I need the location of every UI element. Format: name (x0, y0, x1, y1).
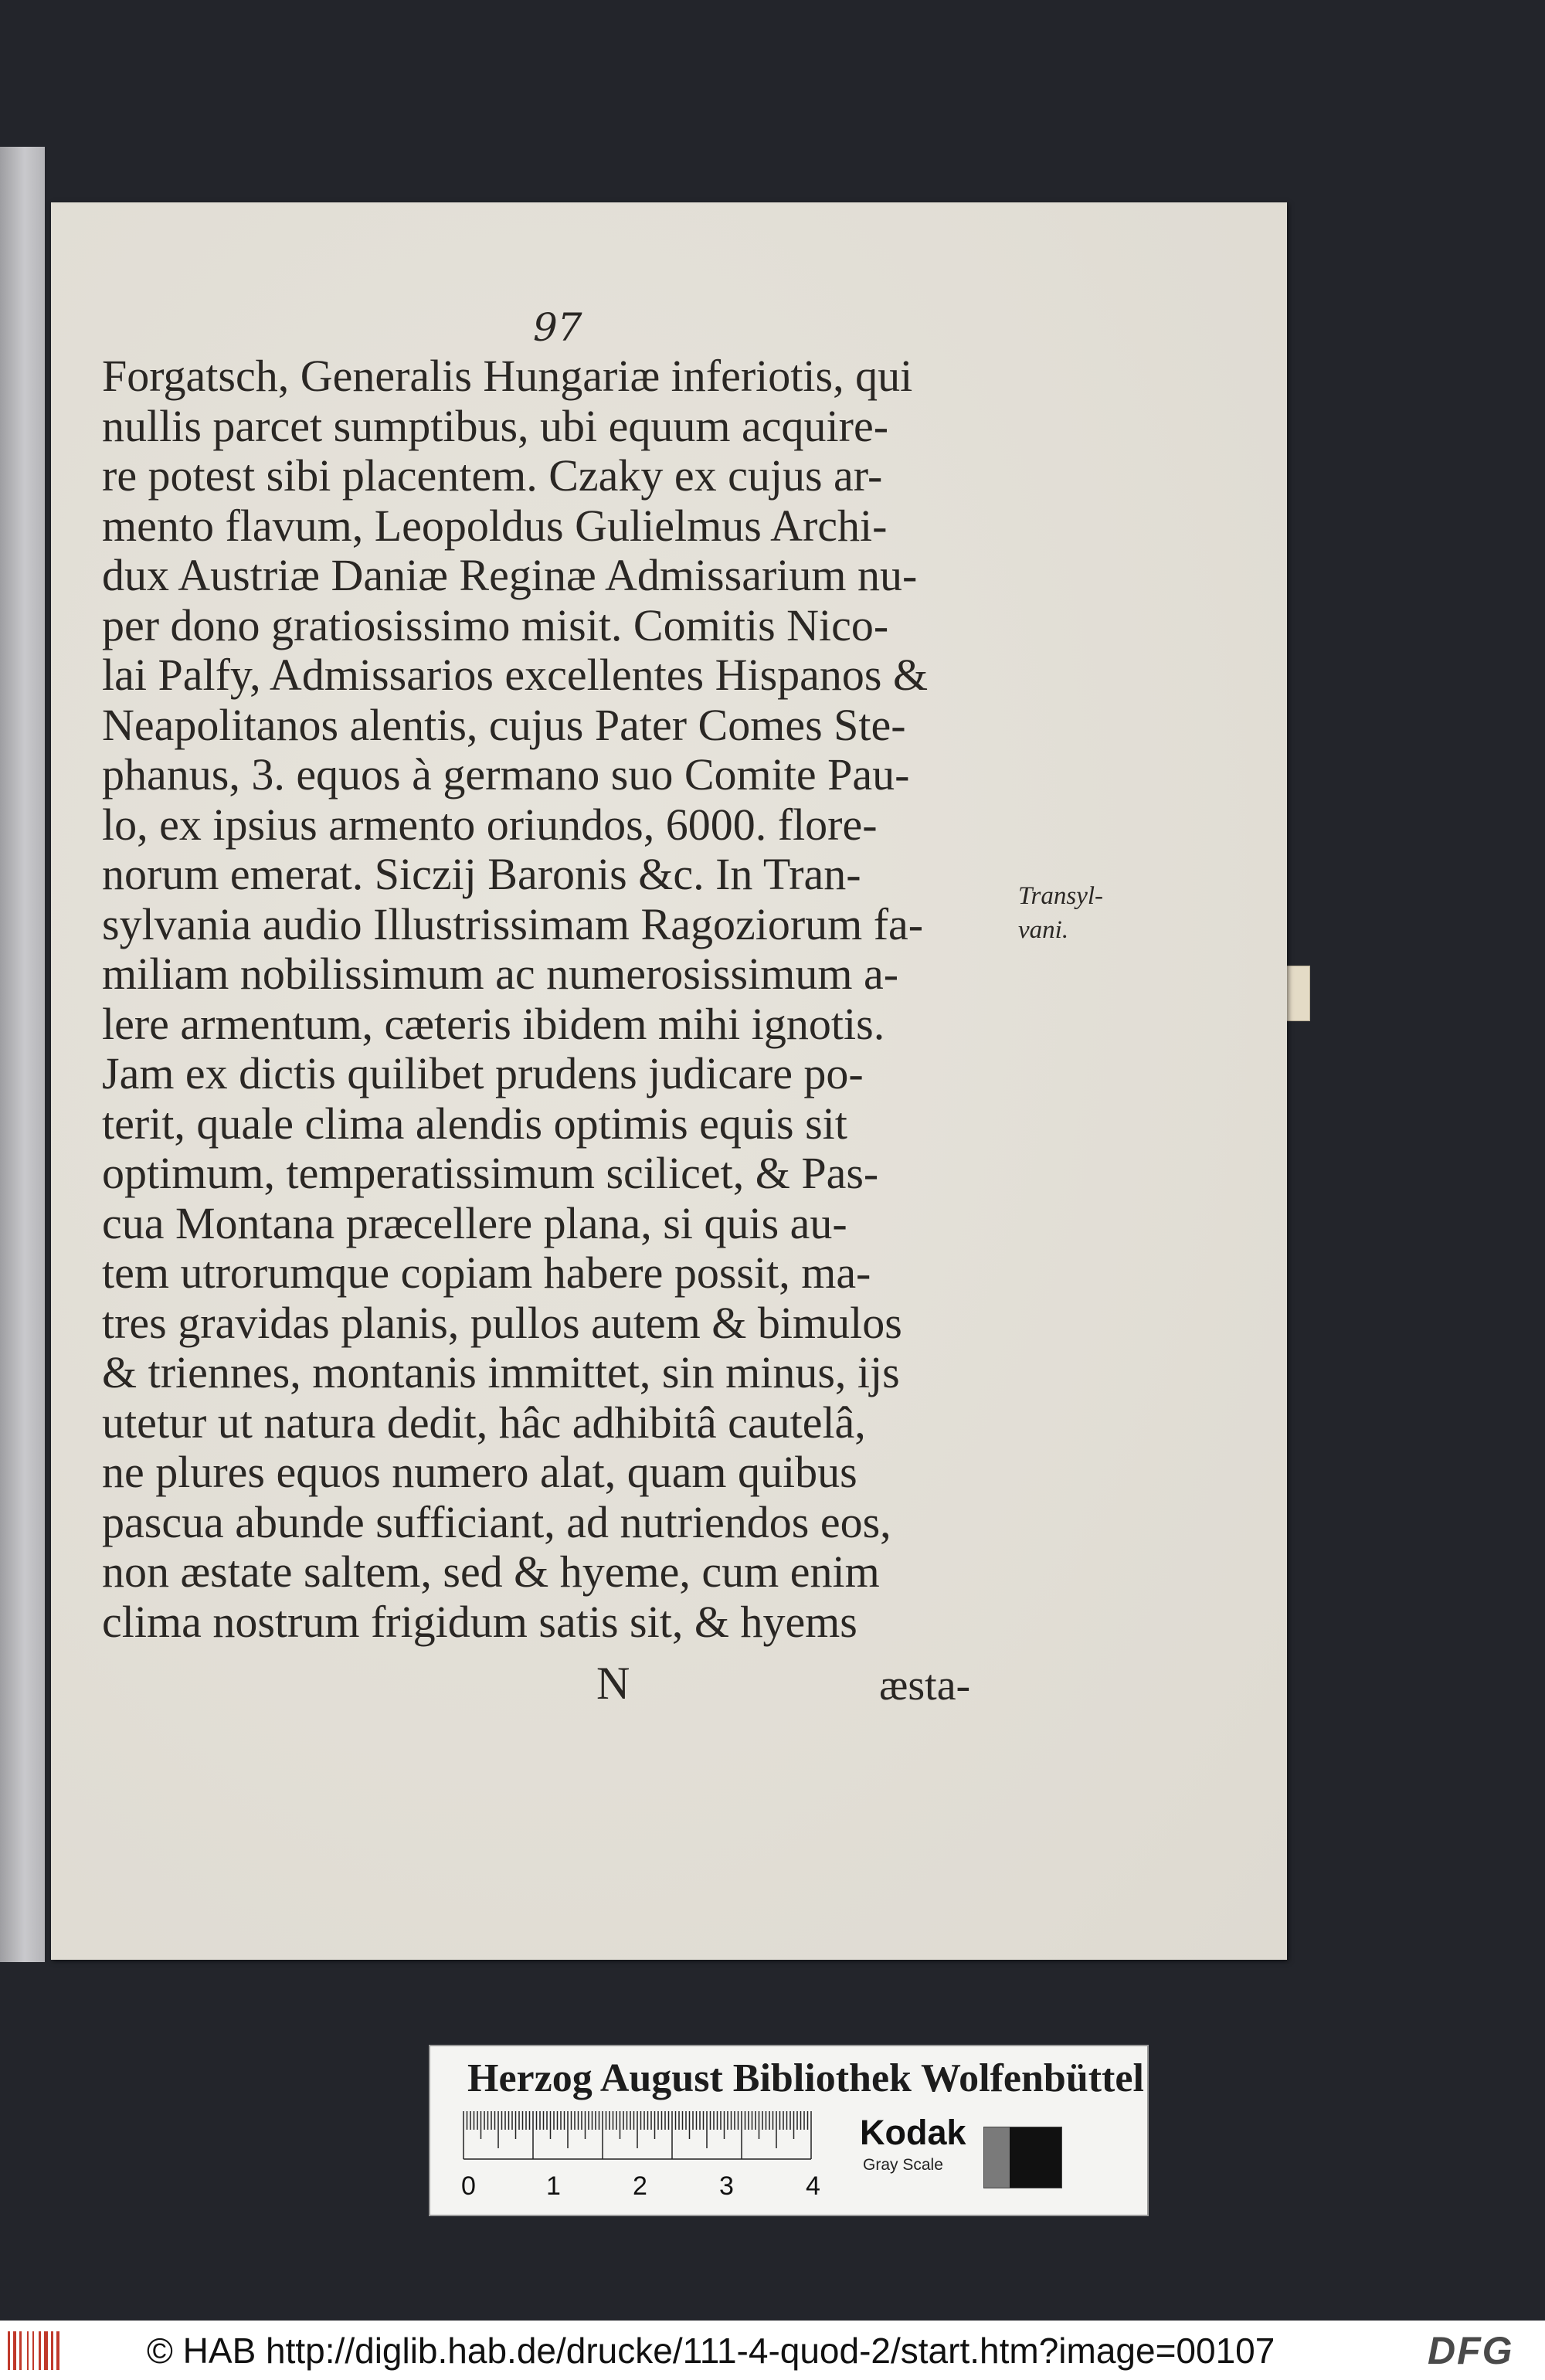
text-line: lai Palfy, Admissarios excellentes Hispanos & (102, 650, 929, 700)
barcode-stripe (51, 2331, 53, 2370)
text-line: utetur ut natura dedit, hâc adhibitâ cautelâ, (102, 1397, 866, 1448)
page-number: 97 (533, 305, 582, 350)
text-line: per dono gratiosissimo misit. Comitis Nico- (102, 599, 889, 650)
ruler-scale (460, 2108, 854, 2205)
barcode-stripe (27, 2331, 29, 2370)
footer-url[interactable]: © HAB http://diglib.hab.de/drucke/111-4-quod-2/start.htm?image=00107 (147, 2331, 1275, 2371)
ruler-number: 1 (546, 2171, 561, 2201)
library-name: Herzog August Bibliothek Wolfenbüttel (467, 2056, 1144, 2100)
catchword: æsta- (879, 1662, 971, 1709)
library-label-card (429, 2045, 1149, 2216)
text-line: mento flavum, Leopoldus Gulielmus Archi- (102, 500, 888, 551)
text-line: tres gravidas planis, pullos autem & bimulos (102, 1297, 902, 1348)
text-line: Neapolitanos alentis, cujus Pater Comes Ste- (102, 699, 906, 750)
barcode-stripe (56, 2331, 59, 2370)
text-line: miliam nobilissimum ac numerosissimum a- (102, 949, 899, 999)
text-line: Forgatsch, Generalis Hungariæ inferiotis, qui (102, 351, 913, 401)
paper-tab-marker (1284, 966, 1310, 1021)
text-line: pascua abunde sufficiant, ad nutriendos eos, (102, 1496, 891, 1547)
text-line: norum emerat. Siczij Baronis &c. In Tran- (102, 849, 861, 899)
footer-bar (0, 2321, 1545, 2380)
gray-scale-patch (983, 2127, 1062, 2188)
barcode-stripe (8, 2331, 10, 2370)
margin-note (1018, 879, 1103, 947)
text-line: tem utrorumque copiam habere possit, ma- (102, 1248, 871, 1298)
barcode-stripe (19, 2331, 22, 2370)
signature-mark: N (596, 1658, 630, 1709)
text-line: phanus, 3. equos à germano suo Comite Pau- (102, 749, 910, 800)
text-line: & triennes, montanis immittet, sin minus, ijs (102, 1347, 900, 1397)
text-line: Jam ex dictis quilibet prudens judicare po- (102, 1048, 864, 1098)
text-line: lere armentum, cæteris ibidem mihi ignotis. (102, 998, 885, 1049)
text-line: optimum, temperatissimum scilicet, & Pas- (102, 1148, 879, 1198)
ruler-number: 0 (461, 2171, 476, 2201)
barcode-icon (6, 2330, 68, 2372)
ruler-number: 2 (633, 2171, 647, 2201)
text-line: dux Austriæ Daniæ Reginæ Admissarium nu- (102, 550, 918, 600)
barcode-stripe (32, 2331, 34, 2370)
margin-note-line: vani. (1018, 916, 1069, 944)
barcode-stripe (44, 2331, 48, 2370)
text-line: clima nostrum frigidum satis sit, & hyems (102, 1596, 857, 1647)
text-line: lo, ex ipsius armento oriundos, 6000. flore- (102, 799, 878, 850)
text-line: re potest sibi placentem. Czaky ex cujus ar- (102, 450, 883, 501)
text-line: sylvania audio Illustrissimam Ragoziorum fa- (102, 898, 924, 949)
page-text (102, 351, 1014, 1647)
ruler-number: 4 (806, 2171, 820, 2201)
text-line: ne plures equos numero alat, quam quibus (102, 1447, 857, 1497)
dfg-logo: DFG (1428, 2329, 1514, 2372)
kodak-brand: Kodak (860, 2113, 966, 2152)
ruler-number: 3 (719, 2171, 734, 2201)
adjacent-page-edge (0, 147, 45, 1962)
margin-note-line: Transyl- (1018, 882, 1104, 910)
gray-scale-label: Gray Scale (863, 2156, 943, 2174)
text-line: cua Montana præcellere plana, si quis au- (102, 1197, 847, 1248)
barcode-stripe (13, 2331, 16, 2370)
barcode-stripe (39, 2331, 41, 2370)
text-line: nullis parcet sumptibus, ubi equum acquire- (102, 400, 889, 451)
text-line: non æstate saltem, sed & hyeme, cum enim (102, 1546, 880, 1597)
text-line: terit, quale clima alendis optimis equis sit (102, 1098, 847, 1149)
